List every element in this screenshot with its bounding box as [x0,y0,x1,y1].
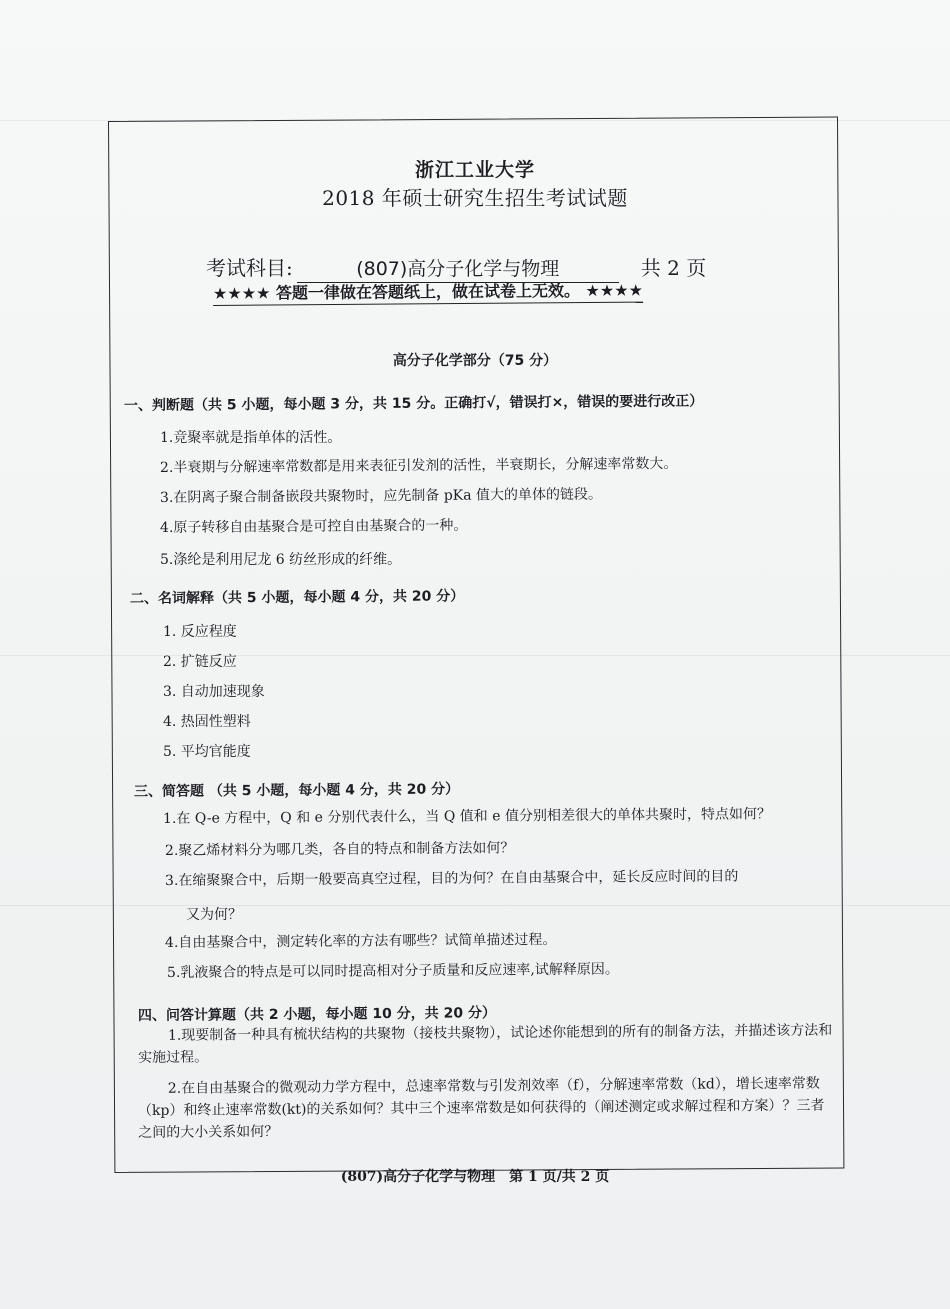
exam-title: 2018 年硕士研究生招生考试试题 [322,186,628,210]
section-3-title: 三、简答题 （共 5 小题，每小题 4 分，共 20 分） [133,781,460,800]
total-pages: 共 2 页 [640,256,707,280]
calc-question-2: 2.在自由基聚合的微观动力学方程中，总速率常数与引发剂效率（f），分解速率常数（kd），增长速率常数（kp）和终止速率常数(kt)的关系如何？其中三个速率常数是如何获得的（阐述测定或求解过程和方案）？三者之间的大小关系如何？ [137,1075,825,1141]
term-item: 4. 热固性塑料 [163,714,251,730]
section-1-title: 一、判断题（共 5 小题，每小题 3 分，共 15 分。正确打√，错误打×，错误的要进行改正） [123,393,704,414]
term-item: 5. 平均官能度 [163,744,251,760]
subject-label: 考试科目: [206,256,293,280]
question-item: 5.涤纶是利用尼龙 6 纺丝形成的纤维。 [160,552,402,568]
term-item: 3. 自动加速现象 [163,684,265,700]
term-item: 1. 反应程度 [163,624,237,640]
question-item: 5.乳液聚合的特点是可以同时提高相对分子质量和反应速率,试解释原因。 [166,961,619,981]
section-4-title: 四、问答计算题（共 2 小题，每小题 10 分，共 20 分） [137,1005,497,1024]
question-item: 1.竞聚率就是指单体的活性。 [160,430,342,446]
question-item: 1.在 Q-e 方程中，Q 和 e 分别代表什么，当 Q 值和 e 值分别相差很大的单体共聚时，特点如何？ [162,806,772,827]
term-item: 2. 扩链反应 [163,654,237,670]
question-item-continued: 又为何？ [186,907,242,923]
page-footer: (807)高分子化学与物理 第 1 页/共 2 页 [340,1169,610,1185]
subject-name: (807)高分子化学与物理 [297,254,619,283]
section-2-title: 二、名词解释（共 5 小题，每小题 4 分，共 20 分） [129,588,465,607]
question-item: 2.聚乙烯材料分为哪几类，各自的特点和制备方法如何？ [164,840,515,859]
question-item: 3.在缩聚聚合中，后期一般要高真空过程，目的为何？在自由基聚合中，延长反应时间的目的 [164,868,739,889]
calc-question-1: 1.现要制备一种具有梳状结构的共聚物（接枝共聚物），试论述你能想到的所有的制备方法，并描述该方法和实施过程。 [138,1022,833,1066]
part-title: 高分子化学部分（75 分） [392,353,558,369]
question-item: 3.在阴离子聚合制备嵌段共聚物时，应先制备 pKa 值大的单体的链段。 [159,486,603,506]
university-name: 浙江工业大学 [414,159,535,181]
question-item: 2.半衰期与分解速率常数都是用来表征引发剂的活性，半衰期长，分解速率常数大。 [159,455,678,476]
answer-notice: ★★★★ 答题一律做在答题纸上，做在试卷上无效。 ★★★★ [213,278,643,306]
question-item: 4.原子转移自由基聚合是可控自由基聚合的一种。 [159,517,468,536]
question-item: 4.自由基聚合中，测定转化率的方法有哪些？试简单描述过程。 [164,931,557,951]
